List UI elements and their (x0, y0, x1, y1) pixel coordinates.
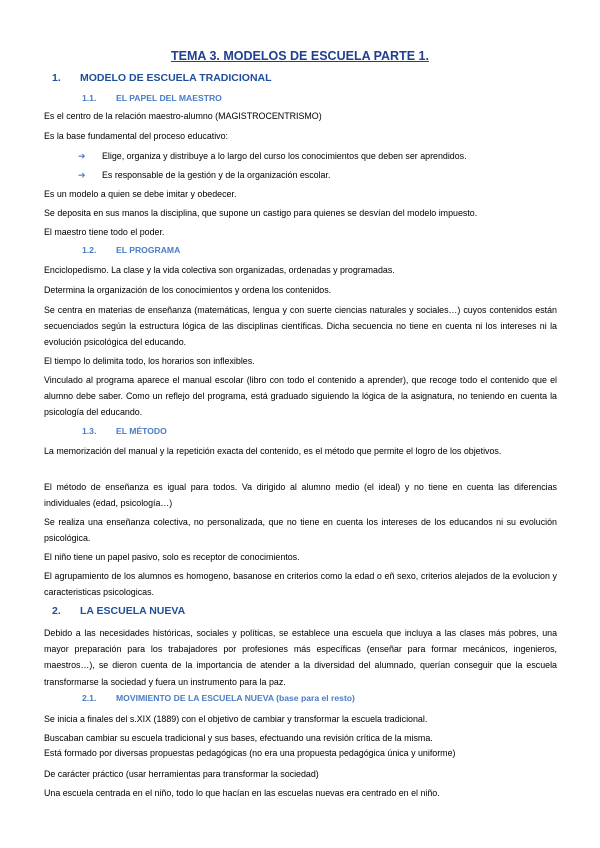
page-title: TEMA 3. MODELOS DE ESCUELA PARTE 1. (171, 49, 429, 63)
paragraph: El tiempo lo delimita todo, los horarios son inflexibles. (44, 356, 255, 366)
arrow-icon: ➔ (78, 151, 86, 161)
paragraph: El maestro tiene todo el poder. (44, 227, 165, 237)
subsection-1-2-title: EL PROGRAMA (116, 245, 181, 255)
subsection-1-1-number: 1.1. (82, 93, 97, 103)
bullet-text: Es responsable de la gestión y de la organización escolar. (102, 170, 331, 180)
subsection-1-2-number: 1.2. (82, 245, 97, 255)
section-2-number: 2. (52, 605, 61, 617)
section-1-title: MODELO DE ESCUELA TRADICIONAL (80, 72, 272, 84)
paragraph: La memorización del manual y la repetición exacta del contenido, es el método que permite el logro de los objetivos. (44, 446, 502, 456)
section-1-number: 1. (52, 72, 61, 84)
paragraph: Se realiza una enseñanza colectiva, no personalizada, que no tiene en cuenta los intereses de los educandos ni su evolución psicológica. (44, 517, 557, 544)
subsection-1-3-heading (82, 426, 167, 436)
paragraph: Es un modelo a quien se debe imitar y obedecer. (44, 189, 237, 199)
arrow-icon: ➔ (78, 170, 86, 180)
paragraph: Se deposita en sus manos la disciplina, que supone un castigo para quienes se desvían del modelo impuesto. (44, 208, 478, 218)
section-2-title: LA ESCUELA NUEVA (80, 605, 186, 617)
subsection-2-1-number: 2.1. (82, 693, 97, 703)
paragraph: Es el centro de la relación maestro-alumno (MAGISTROCENTRISMO) (44, 111, 322, 121)
subsection-1-2-heading (82, 245, 180, 255)
paragraph: Buscaban cambiar su escuela tradicional y sus bases, efectuando una revisión crítica de la misma. (44, 733, 433, 743)
subsection-1-3-number: 1.3. (82, 426, 97, 436)
paragraph: Debido a las necesidades históricas, sociales y políticas, se establece una escuela que incluya a las clases más pobres, una mayor preparación para los trabajadores por profesiones más específicas (enseñar para formar mecánicos, ingenieros, maestros…), se dieron cuenta de la importancia de atender a la diversidad del alumnado, querían conseguir que la escuela transformarse la sociedad y fuera un instrumento para la paz. (44, 628, 557, 687)
paragraph: Se inicia a finales del s.XIX (1889) con el objetivo de cambiar y transformar la escuela tradicional. (44, 714, 428, 724)
paragraph: Es la base fundamental del proceso educativo: (44, 131, 229, 141)
paragraph: Vinculado al programa aparece el manual escolar (libro con todo el contenido a aprender), que recoge todo el contenido que el alumno debe saber. Como un reflejo del programa, está graduado siguiendo la lógica de la asignatura, no teniendo en cuenta la psicología del educando. (44, 375, 557, 418)
section-2-heading (52, 605, 185, 617)
subsection-1-1-heading (82, 93, 222, 103)
paragraph: Está formado por diversas propuestas pedagógicas (no era una propuesta pedagógica única y uniforme) (44, 748, 456, 758)
paragraph: Enciclopedismo. La clase y la vida colectiva son organizadas, ordenadas y programadas. (44, 265, 395, 275)
subsection-1-1-title: EL PAPEL DEL MAESTRO (116, 93, 222, 103)
section-1-heading (52, 72, 272, 84)
subsection-2-1-title: MOVIMIENTO DE LA ESCUELA NUEVA (base para el resto) (116, 693, 355, 703)
paragraph: Se centra en materias de enseñanza (matemáticas, lengua y con suerte ciencias naturales y sociales…) cuyos contenidos están secuenciados según la estructura lógica de las disciplinas científicas. Dicha secuencia no tiene en cuenta ni los intereses ni la evolución psicológica del educando. (44, 305, 557, 348)
paragraph: Determina la organización de los conocimientos y ordena los contenidos. (44, 285, 332, 295)
paragraph: Una escuela centrada en el niño, todo lo que hacían en las escuelas nuevas era centrado en el niño. (44, 788, 440, 798)
bullet-text: Elige, organiza y distribuye a lo largo del curso los conocimientos que deben ser aprendidos. (102, 151, 467, 161)
subsection-2-1-heading (82, 693, 355, 703)
paragraph: El niño tiene un papel pasivo, solo es receptor de conocimientos. (44, 552, 300, 562)
paragraph: El método de enseñanza es igual para todos. Va dirigido al alumno medio (el ideal) y no tiene en cuenta las diferencias individuales (edad, psicología…) (44, 482, 557, 509)
subsection-1-3-title: EL MÉTODO (116, 426, 167, 436)
paragraph: De carácter práctico (usar herramientas para transformar la sociedad) (44, 769, 319, 779)
paragraph: El agrupamiento de los alumnos es homogeno, basanose en criterios como la edad o eñ sexo, criterios alejados de la evolucion y caracteristicas psicologicas. (44, 571, 557, 598)
